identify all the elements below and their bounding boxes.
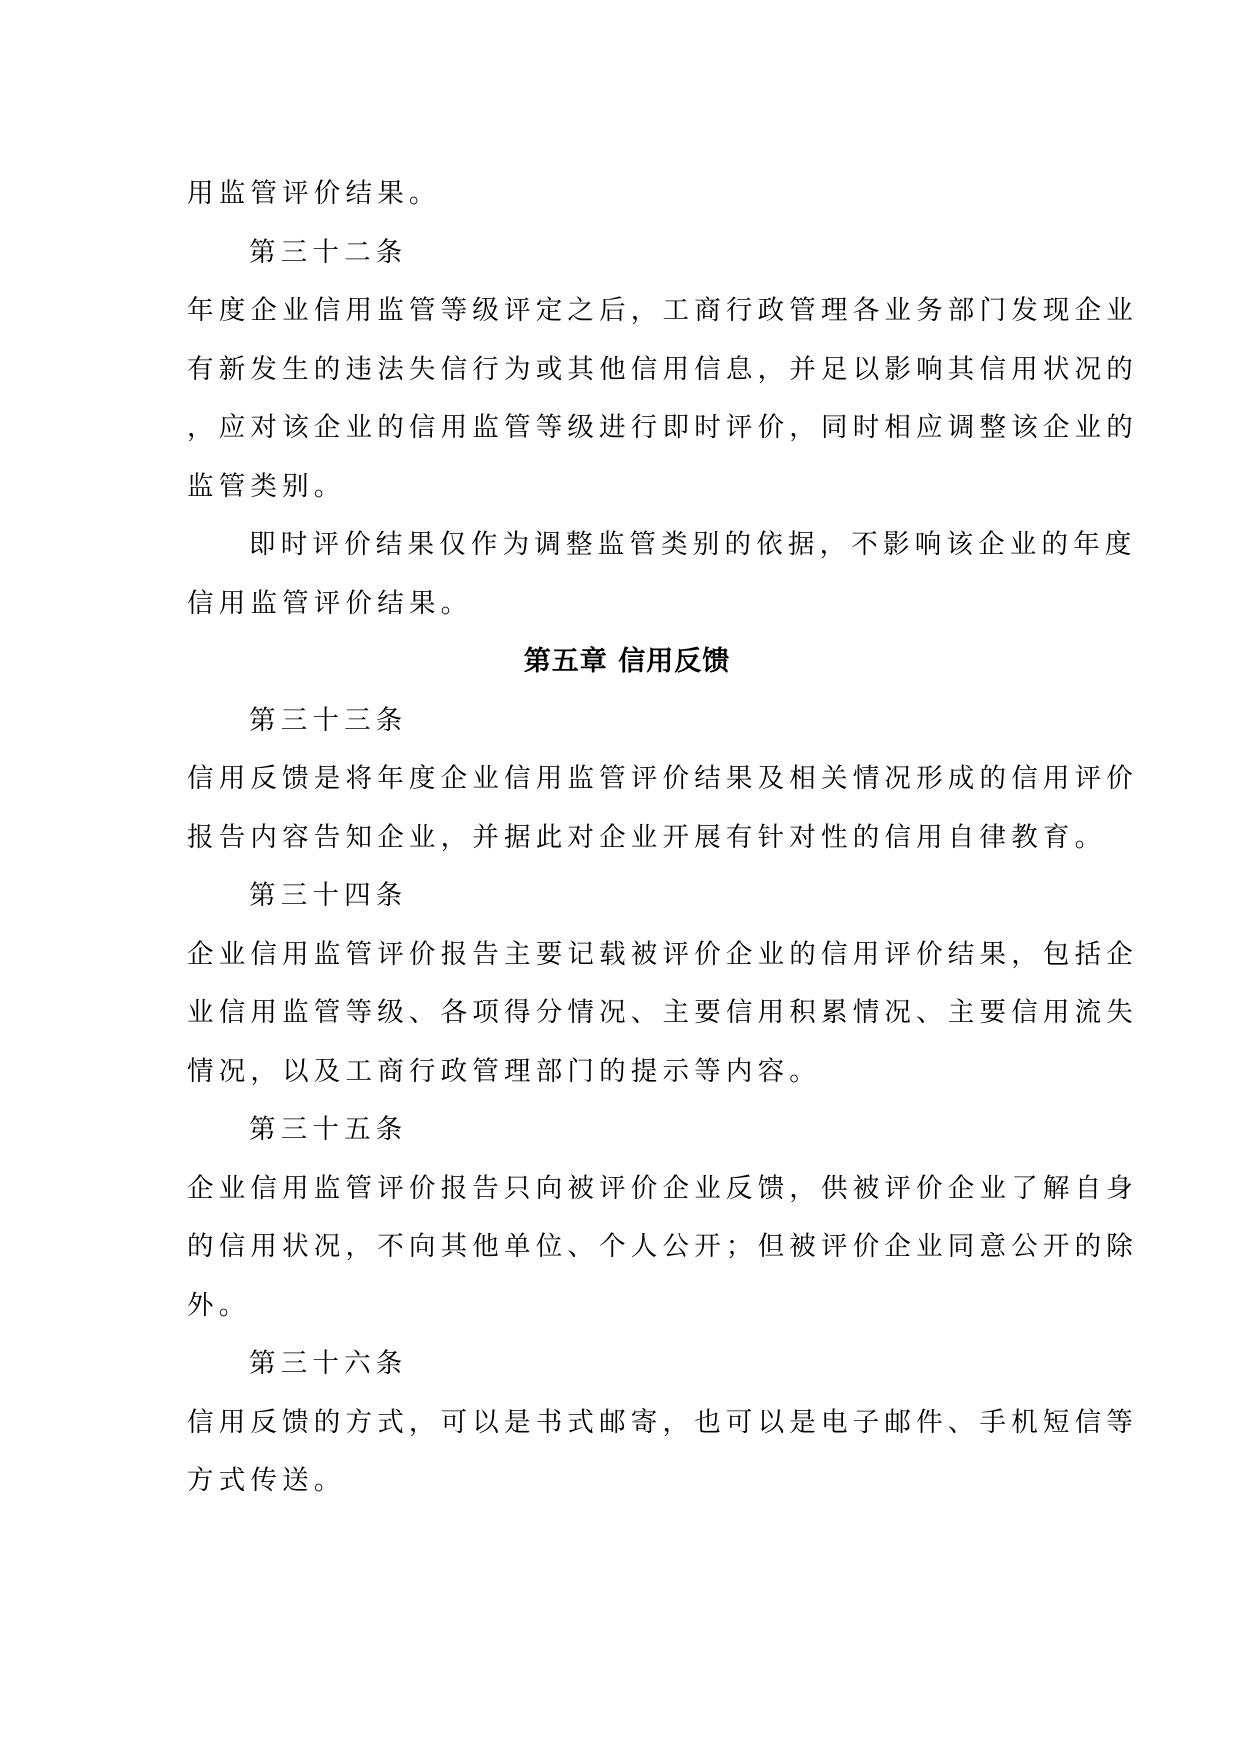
paragraph-line: 信用反馈是将年度企业信用监管评价结果及相关情况形成的信用评价 — [187, 763, 1138, 794]
paragraph-line: 方式传送。 — [187, 1465, 346, 1496]
paragraph-line: 企业信用监管评价报告只向被评价企业反馈，供被评价企业了解自身 — [187, 1172, 1138, 1204]
paragraph-line: 报告内容告知企业，并据此对企业开展有针对性的信用自律教育。 — [187, 821, 1107, 853]
article-heading-35: 第三十五条 — [249, 1114, 408, 1145]
article-heading-36: 第三十六条 — [249, 1348, 408, 1379]
chapter-title: 第五章 信用反馈 — [523, 646, 731, 677]
article-heading-34: 第三十四条 — [249, 880, 408, 911]
paragraph-line: 企业信用监管评价报告主要记载被评价企业的信用评价结果，包括企 — [187, 938, 1138, 970]
paragraph-line: 有新发生的违法失信行为或其他信用信息，并足以影响其信用状况的 — [187, 353, 1138, 385]
paragraph-line: 信用监管评价结果。 — [187, 587, 473, 619]
paragraph-line: 用监管评价结果。 — [187, 178, 441, 209]
paragraph-line: 的信用状况，不向其他单位、个人公开；但被评价企业同意公开的除 — [187, 1231, 1138, 1262]
paragraph-line: 信用反馈的方式，可以是书式邮寄，也可以是电子邮件、手机短信等 — [187, 1406, 1138, 1438]
article-heading-32: 第三十二条 — [249, 236, 408, 268]
paragraph-line: ，应对该企业的信用监管等级进行即时评价，同时相应调整该企业的 — [187, 412, 1138, 443]
paragraph-line: 情况，以及工商行政管理部门的提示等内容。 — [187, 1055, 821, 1087]
paragraph-line: 监管类别。 — [187, 470, 346, 502]
paragraph-line: 即时评价结果仅作为调整监管类别的依据，不影响该企业的年度 — [249, 529, 1137, 560]
paragraph-line: 外。 — [187, 1289, 251, 1321]
paragraph-line: 业信用监管等级、各项得分情况、主要信用积累情况、主要信用流失 — [187, 997, 1138, 1028]
paragraph-line: 年度企业信用监管等级评定之后，工商行政管理各业务部门发现企业 — [187, 295, 1138, 326]
article-heading-33: 第三十三条 — [249, 704, 408, 736]
document-body — [187, 165, 1138, 1511]
